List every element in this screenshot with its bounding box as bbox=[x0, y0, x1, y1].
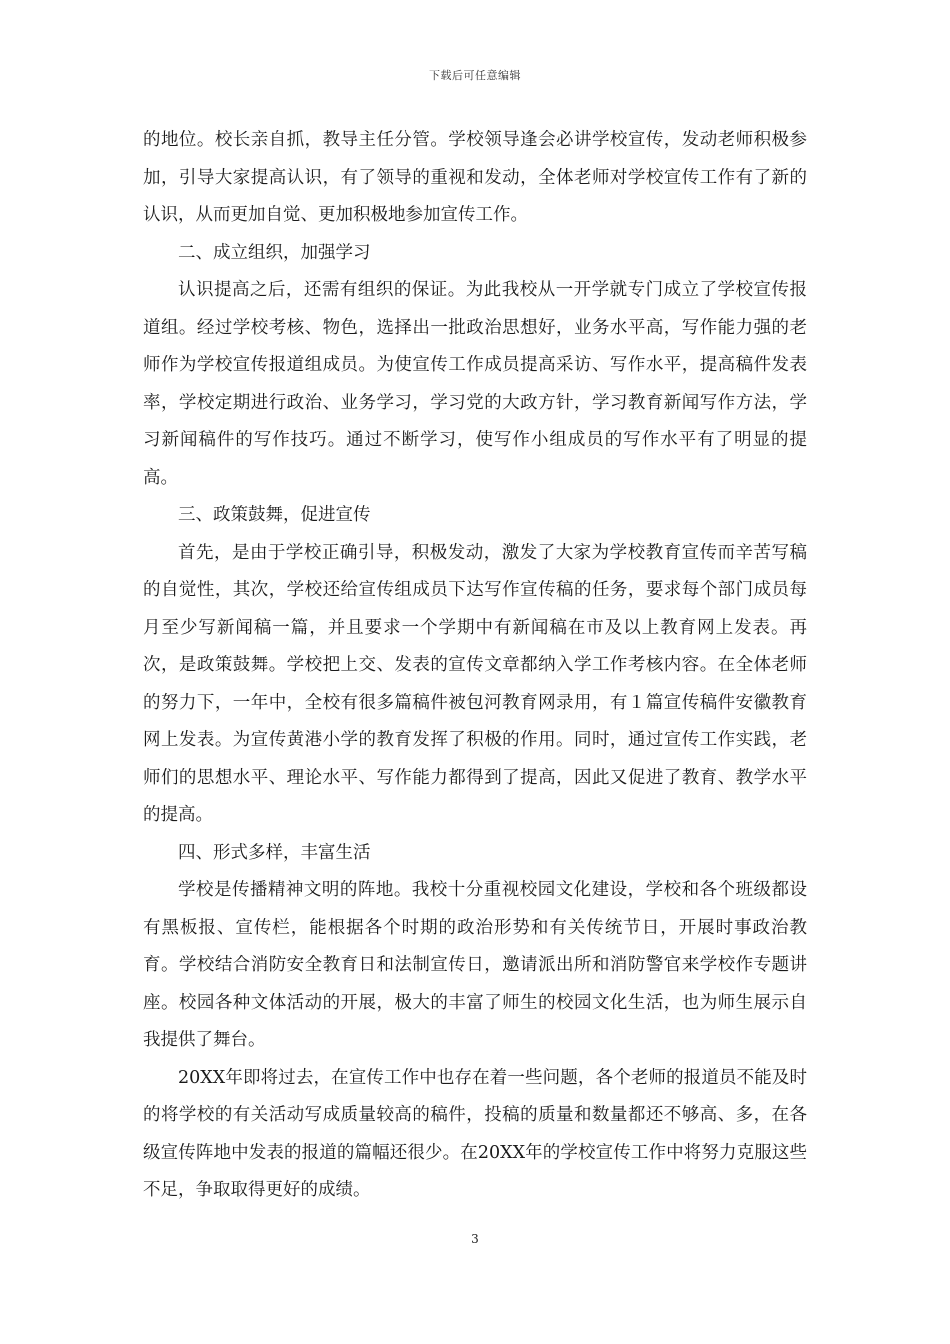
paragraph-conclusion: 20XX年即将过去，在宣传工作中也存在着一些问题，各个老师的报道员不能及时的将学校的有关活动写成质量较高的稿件，投稿的质量和数量都还不够高、多，在各级宣传阵地中发表的报道的篇幅还很少。在20XX年的学校宣传工作中将努力克服这些不足，争取取得更好的成绩。 bbox=[143, 1067, 807, 1200]
page-header: 下载后可任意编辑 bbox=[429, 69, 521, 82]
paragraph-activities: 学校是传播精神文明的阵地。我校十分重视校园文化建设，学校和各个班级都设有黑板报、宣传栏，能根据各个时期的政治形势和有关传统节日，开展时事政治教育。学校结合消防安全教育日和法制宣传日，邀请派出所和消防警官来学校作专题讲座。校园各种文体活动的开展，极大的丰富了师生的校园文化生活，也为师生展示自我提供了舞台。 bbox=[143, 880, 807, 1050]
section-heading-4: 四、形式多样，丰富生活 bbox=[178, 842, 371, 863]
paragraph-continued: 的地位。校长亲自抓，教导主任分管。学校领导逢会必讲学校宣传，发动老师积极参加，引导大家提高认识，有了领导的重视和发动，全体老师对学校宣传工作有了新的认识，从而更加自觉、更加积极地参加宣传工作。 bbox=[143, 130, 807, 225]
page-number: 3 bbox=[471, 1232, 479, 1246]
paragraph-policy: 首先，是由于学校正确引导，积极发动，激发了大家为学校教育宣传而辛苦写稿的自觉性，其次，学校还给宣传组成员下达写作宣传稿的任务，要求每个部门成员每月至少写新闻稿一篇，并且要求一个学期中有新闻稿在市及以上教育网上发表。再次，是政策鼓舞。学校把上交、发表的宣传文章都纳入学工作考核内容。在全体老师的努力下，一年中，全校有很多篇稿件被包河教育网录用，有１篇宣传稿件安徽教育网上发表。为宣传黄港小学的教育发挥了积极的作用。同时，通过宣传工作实践，老师们的思想水平、理论水平、写作能力都得到了提高，因此又促进了教育、教学水平的提高。 bbox=[143, 542, 807, 825]
section-heading-2: 二、成立组织，加强学习 bbox=[178, 242, 371, 263]
document-body bbox=[143, 122, 807, 1210]
paragraph-organization: 认识提高之后，还需有组织的保证。为此我校从一开学就专门成立了学校宣传报道组。经过学校考核、物色，选择出一批政治思想好，业务水平高，写作能力强的老师作为学校宣传报道组成员。为使宣传工作成员提高采访、写作水平，提高稿件发表率，学校定期进行政治、业务学习，学习党的大政方针，学习教育新闻写作方法，学习新闻稿件的写作技巧。通过不断学习，使写作小组成员的写作水平有了明显的提高。 bbox=[143, 280, 807, 488]
section-heading-3: 三、政策鼓舞，促进宣传 bbox=[178, 505, 371, 525]
